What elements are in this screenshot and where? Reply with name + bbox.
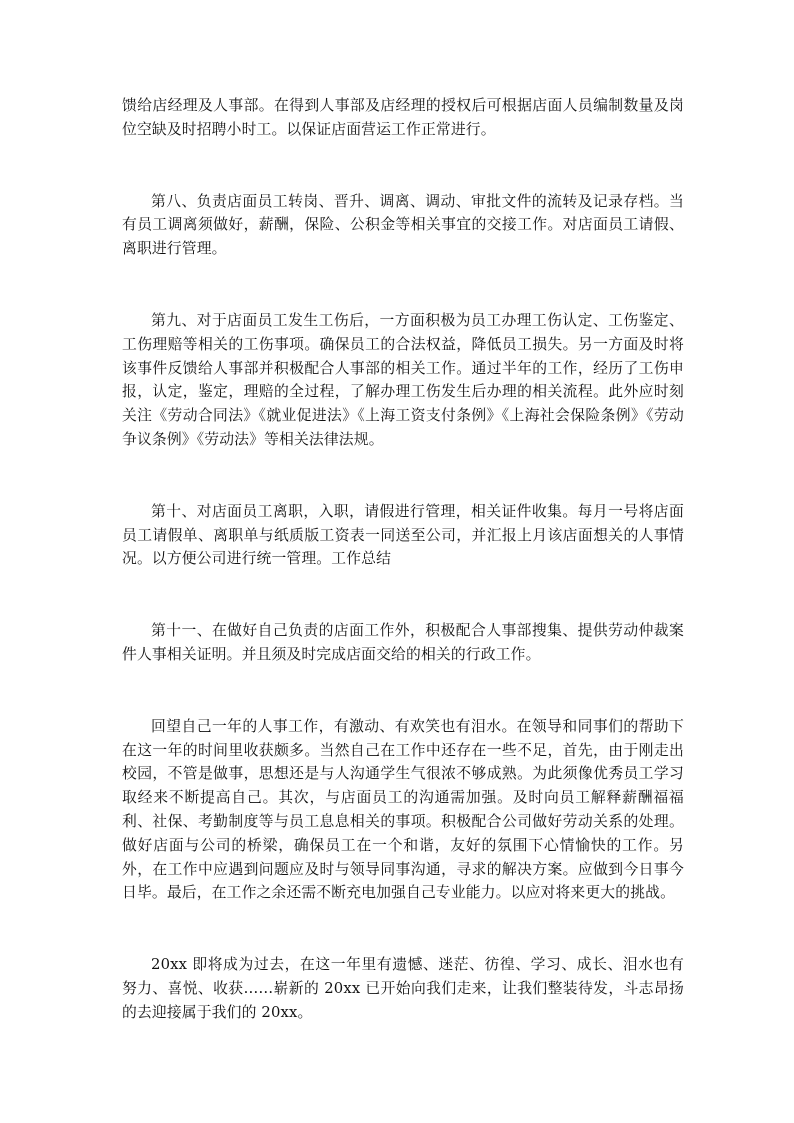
- paragraph-item-11: 第十一、在做好自己负责的店面工作外，积极配合人事部搜集、提供劳动仲裁案件人事相关证明。并且须及时完成店面交给的相关的行政工作。: [122, 622, 684, 663]
- paragraph-gap: [122, 667, 684, 715]
- paragraph-continuation: 馈给店经理及人事部。在得到人事部及店经理的授权后可根据店面人员编制数量及岗位空缺及时招聘小时工。以保证店面营运工作正常进行。: [122, 97, 684, 138]
- paragraph-gap: [122, 261, 684, 309]
- paragraph-gap: [122, 142, 684, 190]
- paragraph-review: 回望自己一年的人事工作，有激动、有欢笑也有泪水。在领导和同事们的帮助下在这一年的时间里收获颇多。当然自己在工作中还存在一些不足，首先，由于刚走出校园，不管是做事，思想还是与人沟通学生气很浓不够成熟。为此须像优秀员工学习取经来不断提高自己。其次，与店面员工的沟通需加强。及时向员工解释薪酬福福利、社保、考勤制度等与员工息息相关的事项。积极配合公司做好劳动关系的处理。做好店面与公司的桥梁，确保员工在一个和谐，友好的氛围下心情愉快的工作。另外，在工作中应遇到问题应及时与领导同事沟通，寻求的解决方案。应做到今日事今日毕。最后，在工作之余还需不断充电加强自己专业能力。以应对将来更大的挑战。: [122, 717, 684, 902]
- paragraph-gap: [122, 452, 684, 500]
- paragraph-gap: [122, 905, 684, 953]
- paragraph-gap: [122, 571, 684, 619]
- paragraph-closing: 20xx 即将成为过去，在这一年里有遗憾、迷茫、彷徨、学习、成长、泪水也有努力、喜悦、收获……崭新的 20xx 已开始向我们走来，让我们整装待发，斗志昂扬的去迎接属于我们的 20xx。: [122, 956, 684, 1021]
- paragraph-item-10: 第十、对店面员工离职，入职，请假进行管理，相关证件收集。每月一号将店面员工请假单、离职单与纸质版工资表一同送至公司，并汇报上月该店面想关的人事情况。以方便公司进行统一管理。工作总结: [122, 502, 684, 568]
- document-body: [122, 94, 684, 1025]
- paragraph-item-9: 第九、对于店面员工发生工伤后，一方面积极为员工办理工伤认定、工伤鉴定、工伤理赔等相关的工伤事项。确保员工的合法权益，降低员工损失。另一方面及时将该事件反馈给人事部并积极配合人事部的相关工作。通过半年的工作，经历了工伤申报，认定，鉴定，理赔的全过程，了解办理工伤发生后办理的相关流程。此外应时刻关注《劳动合同法》《就业促进法》《上海工资支付条例》《上海社会保险条例》《劳动争议条例》《劳动法》等相关法律法规。: [122, 311, 684, 448]
- paragraph-item-8: 第八、负责店面员工转岗、晋升、调离、调动、审批文件的流转及记录存档。当有员工调离须做好，薪酬，保险、公积金等相关事宜的交接工作。对店面员工请假、离职进行管理。: [122, 192, 684, 258]
